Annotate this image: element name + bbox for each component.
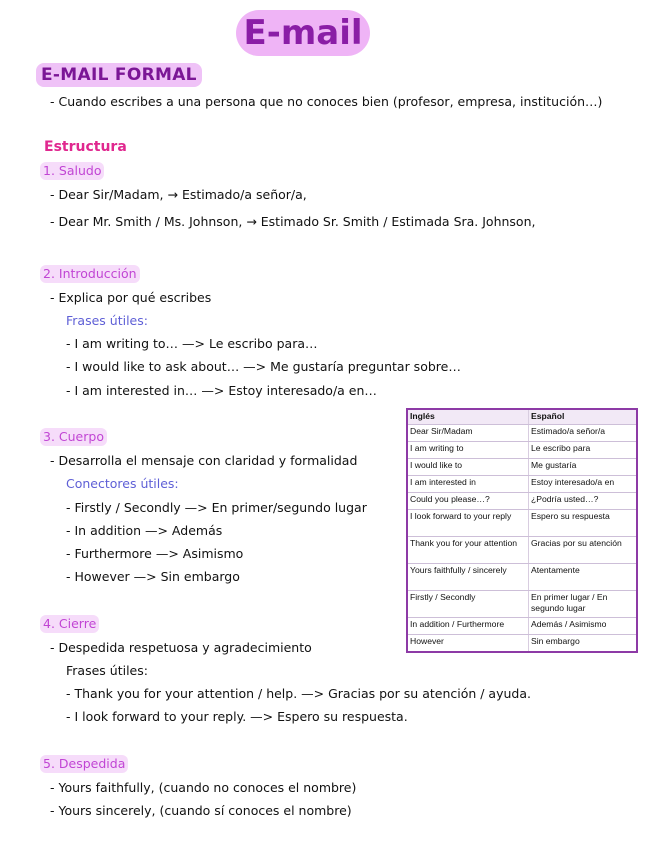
cierre-item: - Thank you for your attention / help. —> Gracias por su atención / ayuda.	[66, 686, 531, 701]
introduccion-item: - I am writing to… —> Le escribo para…	[66, 336, 318, 351]
table-cell: ¿Podría usted…?	[529, 493, 638, 510]
table-cell: Gracias por su atención	[529, 537, 638, 564]
table-row	[407, 459, 637, 476]
estructura-heading: Estructura	[44, 139, 127, 155]
table-cell: Sin embargo	[529, 635, 638, 653]
table-cell: Firstly / Secondly	[407, 591, 529, 618]
introduccion-heading: 2. Introducción	[40, 265, 140, 283]
table-header: Español	[529, 409, 638, 425]
despedida-line: - Yours sincerely, (cuando sí conoces el nombre)	[50, 803, 352, 818]
table-row	[407, 635, 637, 653]
cierre-heading: 4. Cierre	[40, 615, 99, 633]
cuerpo-sublabel: Conectores útiles:	[66, 476, 179, 491]
table-cell: Yours faithfully / sincerely	[407, 564, 529, 591]
table-header: Inglés	[407, 409, 529, 425]
cierre-sublabel: Frases útiles:	[66, 663, 148, 678]
table-cell: Atentamente	[529, 564, 638, 591]
table-cell: Me gustaría	[529, 459, 638, 476]
cierre-item: - I look forward to your reply. —> Espero su respuesta.	[66, 709, 408, 724]
table-header-row	[407, 409, 637, 425]
introduccion-line: - Explica por qué escribes	[50, 290, 212, 305]
section-heading-formal-email: E-MAIL FORMAL	[36, 63, 202, 87]
saludo-heading: 1. Saludo	[40, 162, 104, 180]
table-cell: I am interested in	[407, 476, 529, 493]
table-cell: Could you please…?	[407, 493, 529, 510]
table-cell: Estimado/a señor/a	[529, 425, 638, 442]
table-cell: However	[407, 635, 529, 653]
table-row	[407, 493, 637, 510]
table-cell: Espero su respuesta	[529, 510, 638, 537]
table-cell: En primer lugar / En segundo lugar	[529, 591, 638, 618]
table-cell: Estoy interesado/a en	[529, 476, 638, 493]
table-row	[407, 564, 637, 591]
introduccion-sublabel: Frases útiles:	[66, 313, 148, 328]
vocabulary-table	[406, 408, 638, 653]
page-title: E-mail	[236, 10, 370, 56]
saludo-line: - Dear Mr. Smith / Ms. Johnson, → Estimado Sr. Smith / Estimada Sra. Johnson,	[50, 214, 536, 229]
table-cell: Dear Sir/Madam	[407, 425, 529, 442]
saludo-line: - Dear Sir/Madam, → Estimado/a señor/a,	[50, 187, 307, 202]
table-cell: I would like to	[407, 459, 529, 476]
cuerpo-line: - Desarrolla el mensaje con claridad y formalidad	[50, 453, 358, 468]
despedida-line: - Yours faithfully, (cuando no conoces el nombre)	[50, 780, 357, 795]
table-cell: I look forward to your reply	[407, 510, 529, 537]
table-row	[407, 591, 637, 618]
table-cell: I am writing to	[407, 442, 529, 459]
cuerpo-item: - Firstly / Secondly —> En primer/segundo lugar	[66, 500, 367, 515]
table-cell: Thank you for your attention	[407, 537, 529, 564]
table-row	[407, 476, 637, 493]
table-row	[407, 425, 637, 442]
introduccion-item: - I am interested in… —> Estoy interesado/a en…	[66, 383, 377, 398]
table-row	[407, 618, 637, 635]
table-row	[407, 537, 637, 564]
table-cell: In addition / Furthermore	[407, 618, 529, 635]
table-cell: Además / Asimismo	[529, 618, 638, 635]
cuerpo-item: - However —> Sin embargo	[66, 569, 240, 584]
table-row	[407, 510, 637, 537]
introduccion-item: - I would like to ask about… —> Me gustaría preguntar sobre…	[66, 359, 461, 374]
cierre-line: - Despedida respetuosa y agradecimiento	[50, 640, 312, 655]
cuerpo-heading: 3. Cuerpo	[40, 428, 107, 446]
cuerpo-item: - In addition —> Además	[66, 523, 223, 538]
despedida-heading: 5. Despedida	[40, 755, 128, 773]
cuerpo-item: - Furthermore —> Asimismo	[66, 546, 244, 561]
table-row	[407, 442, 637, 459]
intro-text: - Cuando escribes a una persona que no conoces bien (profesor, empresa, institución…)	[50, 94, 603, 109]
table-cell: Le escribo para	[529, 442, 638, 459]
